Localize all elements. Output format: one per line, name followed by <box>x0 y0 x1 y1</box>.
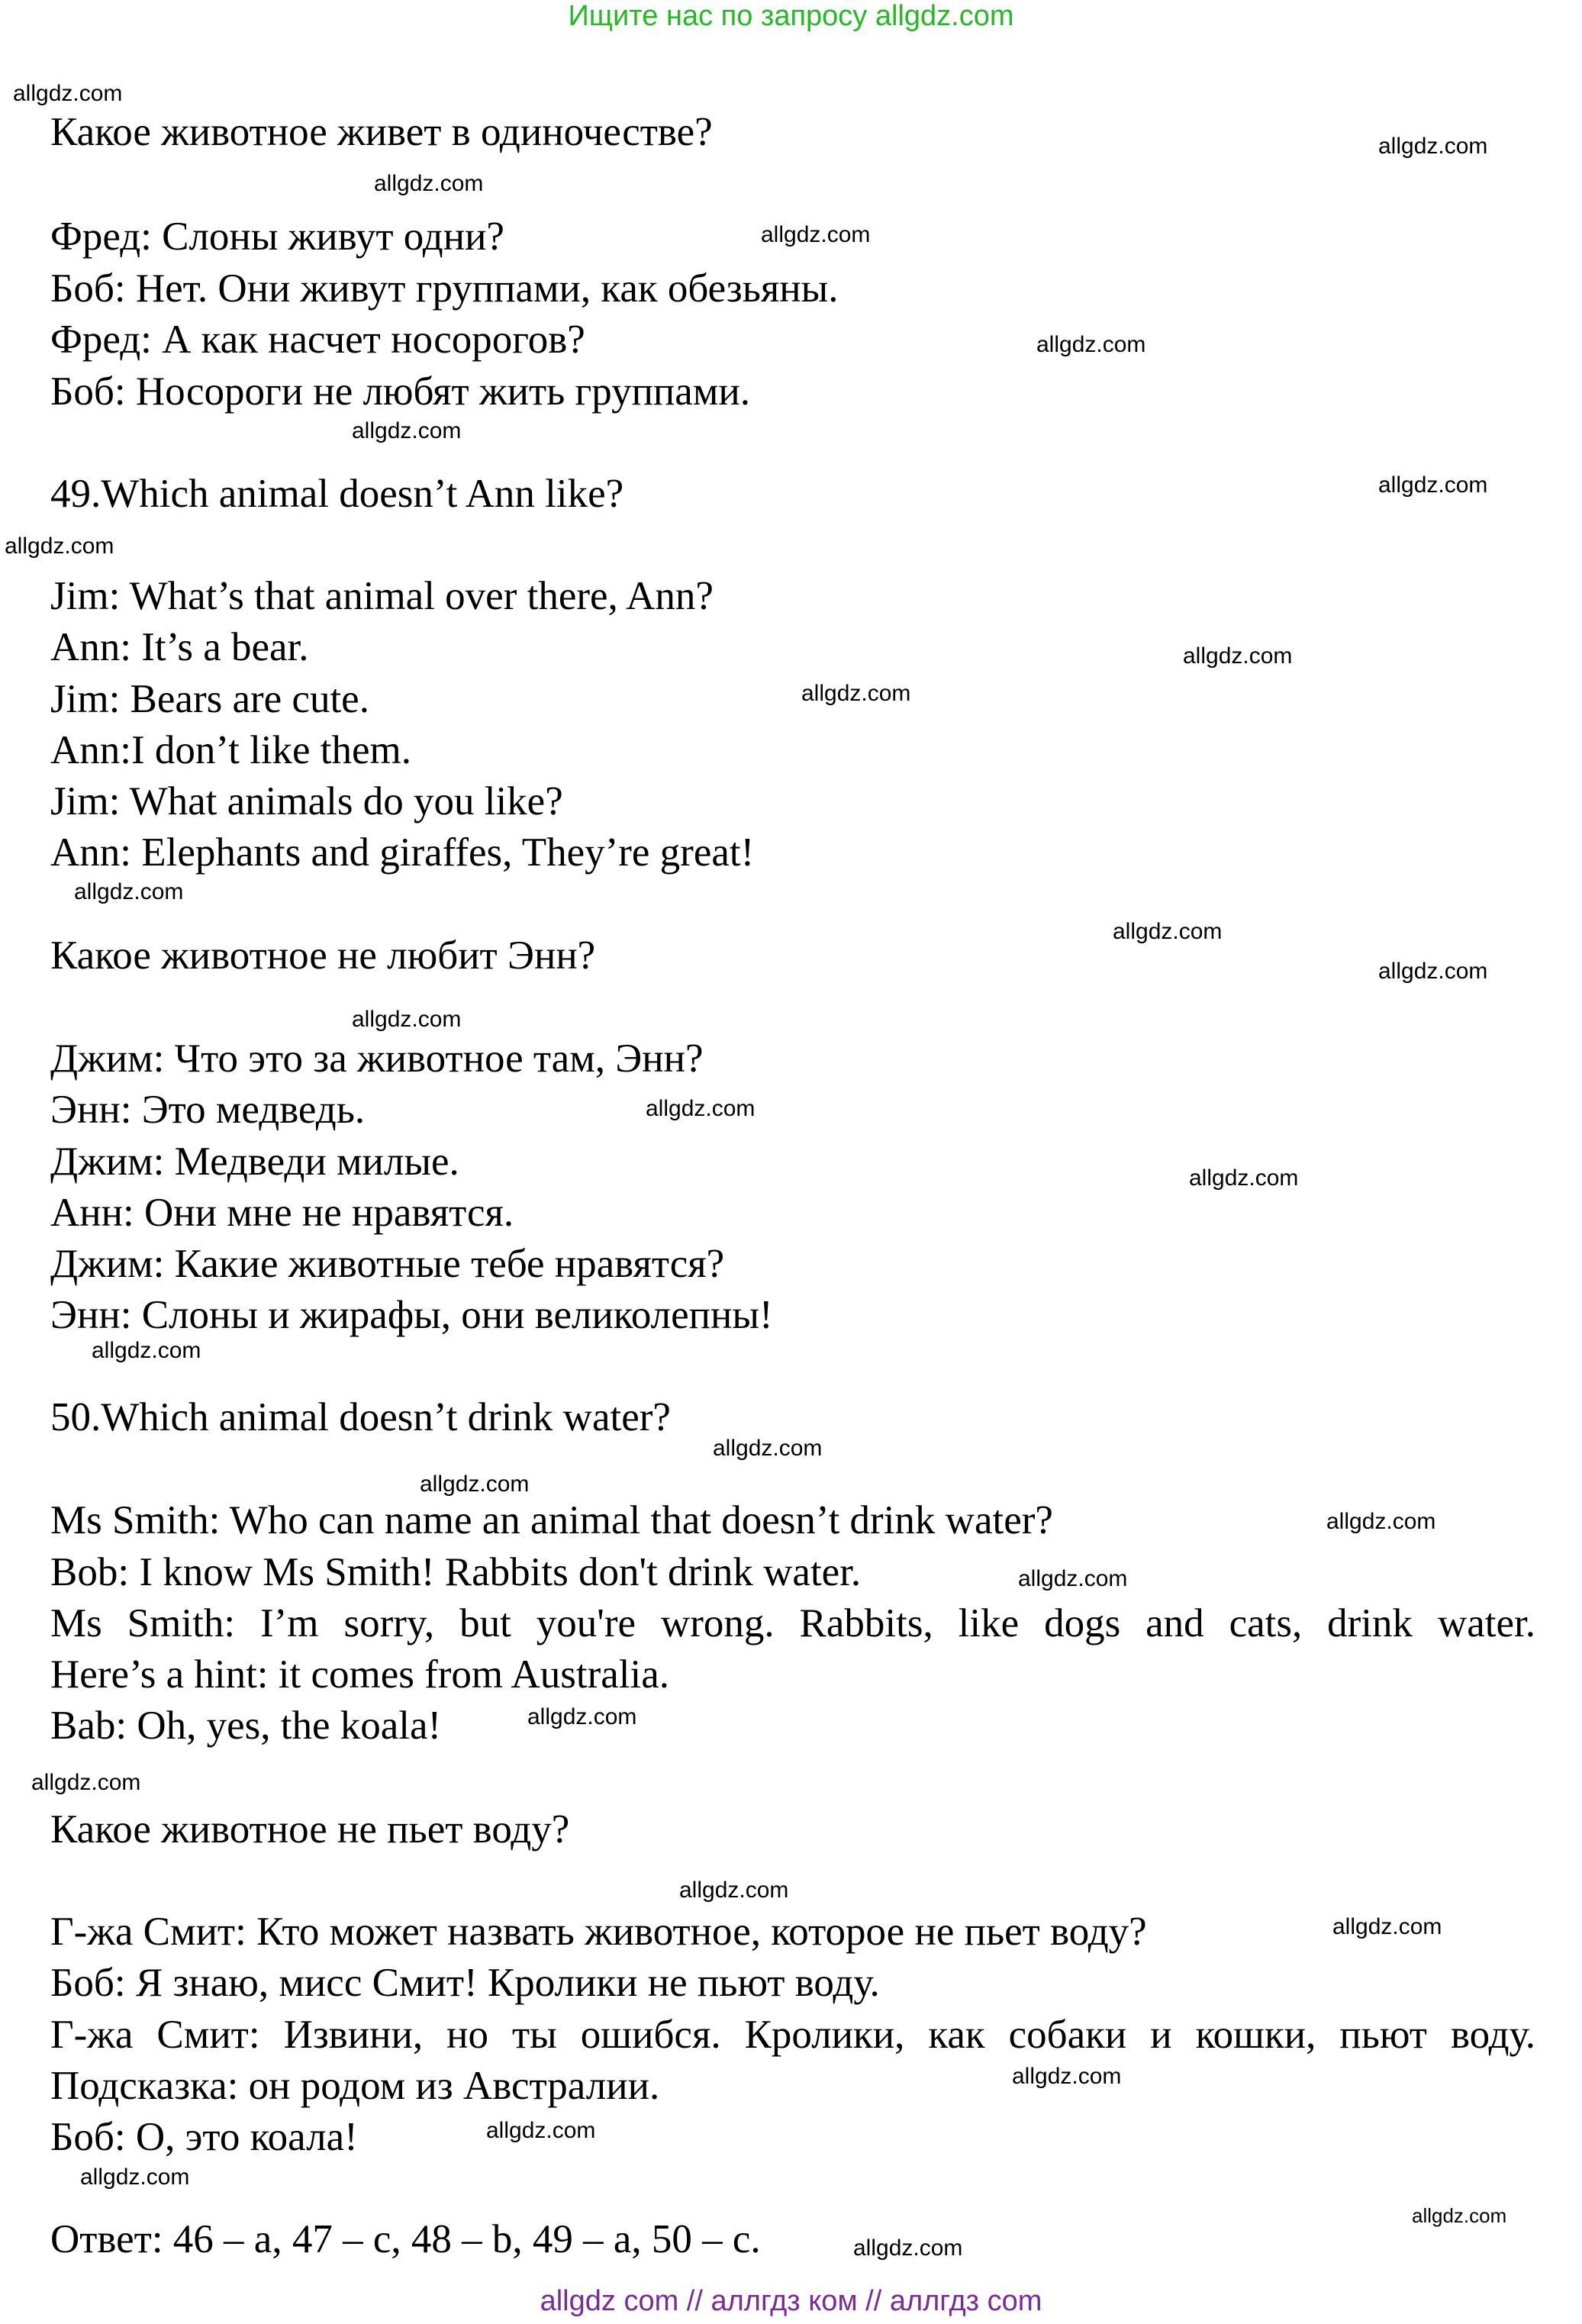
watermark: allgdz.com <box>420 1471 530 1497</box>
watermark: allgdz.com <box>1378 472 1488 498</box>
text-line: Г-жа Смит: Кто может назвать животное, которое не пьет воду? <box>50 1910 1147 1954</box>
watermark: allgdz.com <box>646 1096 756 1121</box>
text-line: Ms Smith: I’m sorry, but you're wrong. Rabbits, like dogs and cats, drink water. <box>50 1601 1535 1645</box>
watermark: allgdz.com <box>853 2235 963 2261</box>
text-line: Ann: It’s a bear. <box>50 625 309 669</box>
text-line: Боб: Носороги не любят жить группами. <box>50 369 750 414</box>
text-line: Фред: А как насчет носорогов? <box>50 317 585 362</box>
watermark: allgdz.com <box>1332 1914 1442 1939</box>
watermark: allgdz.com <box>801 681 911 706</box>
watermark: allgdz.com <box>1412 2204 1507 2227</box>
footer-link-allgdz-com-cyr[interactable]: аллгдз com <box>889 2285 1042 2317</box>
text-line: Боб: О, это коала! <box>50 2115 358 2159</box>
text-line: Фред: Слоны живут одни? <box>50 214 504 259</box>
watermark: allgdz.com <box>80 2164 190 2190</box>
text-line: Джим: Медведи милые. <box>50 1139 459 1184</box>
watermark: allgdz.com <box>352 1007 462 1032</box>
text-line: Джим: Какие животные тебе нравятся? <box>50 1242 725 1286</box>
watermark: allgdz.com <box>1378 134 1488 159</box>
answer-line: Ответ: 46 – a, 47 – c, 48 – b, 49 – a, 50 – c. <box>50 2217 761 2261</box>
text-line: Ann:I don’t like them. <box>50 728 412 772</box>
text-line: Bob: I know Ms Smith! Rabbits don't drink water. <box>50 1550 862 1594</box>
section-heading: 50.Which animal doesn’t drink water? <box>50 1395 671 1439</box>
watermark: allgdz.com <box>74 879 184 904</box>
text-line: Какое животное живет в одиночестве? <box>50 110 713 154</box>
text-line: Bab: Oh, yes, the koala! <box>50 1704 442 1748</box>
watermark: allgdz.com <box>486 2118 596 2143</box>
top-banner[interactable] <box>0 0 1582 33</box>
text-line: Боб: Нет. Они живут группами, как обезьяны. <box>50 266 839 311</box>
text-line: Подсказка: он родом из Австралии. <box>50 2064 660 2108</box>
watermark: allgdz.com <box>352 418 462 443</box>
watermark: allgdz.com <box>1018 1566 1128 1591</box>
text-line: Here’s a hint: it comes from Australia. <box>50 1652 669 1697</box>
footer-link-allgdz-com[interactable]: allgdz com <box>540 2285 679 2317</box>
text-line: Анн: Они мне не нравятся. <box>50 1191 514 1235</box>
text-line: Jim: Bears are cute. <box>50 677 369 721</box>
watermark: allgdz.com <box>679 1878 789 1903</box>
text-line: Энн: Это медведь. <box>50 1088 366 1132</box>
watermark: allgdz.com <box>527 1704 637 1729</box>
text-line: Какое животное не любит Энн? <box>50 933 596 978</box>
watermark: allgdz.com <box>13 81 123 106</box>
watermark: allgdz.com <box>1012 2064 1122 2089</box>
text-line: Джим: Что это за животное там, Энн? <box>50 1036 704 1081</box>
text-line: Ann: Elephants and giraffes, They’re great! <box>50 830 755 875</box>
text-line: Энн: Слоны и жирафы, они великолепны! <box>50 1293 773 1337</box>
watermark: allgdz.com <box>374 171 484 196</box>
watermark: allgdz.com <box>761 222 871 247</box>
footer-links <box>0 2285 1582 2318</box>
top-banner-text[interactable]: Ищите нас по запросу allgdz.com <box>568 0 1014 32</box>
watermark: allgdz.com <box>5 533 114 559</box>
text-line: Ms Smith: Who can name an animal that doesn’t drink water? <box>50 1498 1053 1542</box>
watermark: allgdz.com <box>1113 919 1223 944</box>
text-line: Jim: What’s that animal over there, Ann? <box>50 574 714 618</box>
text-line: Jim: What animals do you like? <box>50 779 563 824</box>
watermark: allgdz.com <box>713 1436 823 1461</box>
footer-separator: // <box>678 2285 711 2317</box>
text-line: Какое животное не пьет воду? <box>50 1807 570 1852</box>
watermark: allgdz.com <box>92 1338 201 1363</box>
watermark: allgdz.com <box>1326 1509 1436 1534</box>
footer-separator: // <box>857 2285 890 2317</box>
text-line: Боб: Я знаю, мисс Смит! Кролики не пьют воду. <box>50 1961 880 2005</box>
text-line: Г-жа Смит: Извини, но ты ошибся. Кролики, как собаки и кошки, пьют воду. <box>50 2013 1535 2057</box>
watermark: allgdz.com <box>1189 1165 1299 1191</box>
watermark: allgdz.com <box>1036 332 1146 357</box>
watermark: allgdz.com <box>1183 643 1293 669</box>
footer-link-allgdz-kom[interactable]: аллгдз ком <box>710 2285 858 2317</box>
watermark: allgdz.com <box>31 1770 141 1795</box>
watermark: allgdz.com <box>1378 959 1488 984</box>
section-heading: 49.Which animal doesn’t Ann like? <box>50 472 624 516</box>
